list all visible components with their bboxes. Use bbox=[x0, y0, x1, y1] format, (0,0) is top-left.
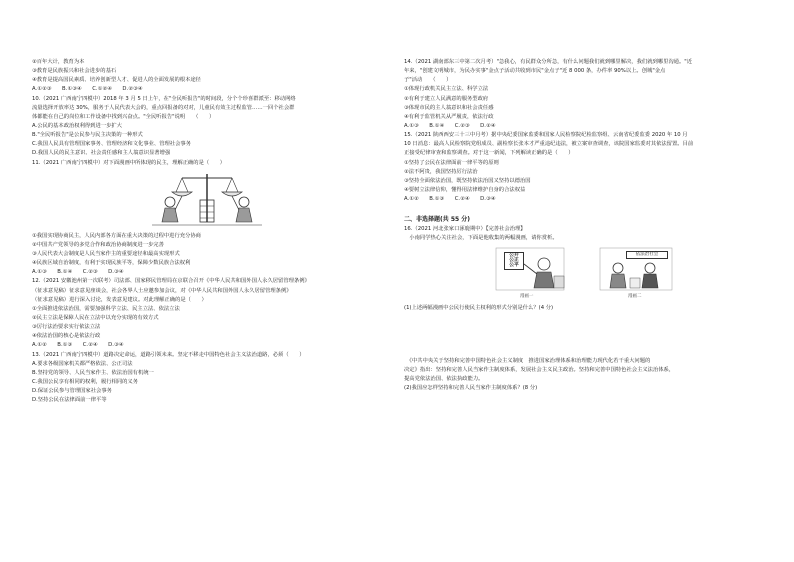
left-text-line: B."全民听报告"是公民参与民主决策的一种形式 bbox=[32, 132, 143, 139]
scale-cartoon-illustration bbox=[32, 170, 384, 230]
right-text-line: ④要树立法律信仰，懂得用法律维护自身的合法权益 bbox=[404, 186, 526, 193]
left-text-line: A.①②③ B.①③④ C.①②④ D.②③④ bbox=[32, 86, 143, 93]
left-text-line: C.我国人民具有管理国家事务、管理经济和文化事业、管理社会事务 bbox=[32, 141, 191, 148]
left-text-line: 流量选择开放率达 30%，服务于人民代表大会的，重点回报备的对对，儿童民有效主过程监管……一回个社会群 bbox=[32, 104, 295, 111]
left-text-line: （征求意见稿）进行深入讨论，发表意见建议。对此理解正确的是（ ） bbox=[32, 296, 207, 303]
left-text-line: ④依法治国的核心是依法行政 bbox=[32, 333, 101, 340]
right-column bbox=[404, 58, 756, 393]
right-text-line: 14.（2021 湖南部东三中第二次月考）"急我心，有民群众分所急，有什么问题我们就到哪里解决，我们就到哪里沟通。"近 bbox=[404, 59, 693, 65]
left-text-line: B.坚持党的领导、人民当家作主、依法治国有机统一 bbox=[32, 369, 154, 376]
left-text-line: D.保证公民参与管理国家社会事务 bbox=[32, 388, 112, 395]
left-column bbox=[32, 58, 384, 405]
comic1-caption: 漫画一 bbox=[520, 293, 534, 299]
left-text-line: ②民主立法是保障人民在立法中以充分实现的有效方式 bbox=[32, 314, 159, 321]
comic2-sign: 依法治社会 bbox=[626, 251, 668, 259]
right-text-line: 15.（2021 陕西西安三十三中月考）据中央纪委国家监委和国家人民检察院纪检监察组、云南省纪委监委 2020 年 10 月 bbox=[404, 132, 688, 139]
left-text-line: D.坚持公民在法律面前一律平等 bbox=[32, 397, 107, 404]
comics-illustration bbox=[404, 246, 756, 298]
right-text-line: 16.（2021 河北张家口涿鹿期中）【完善社会治理】 bbox=[404, 226, 526, 233]
comic1-sign: 公开 公正 公平 bbox=[504, 252, 524, 270]
left-text-line: ③人民代表大会制度是人民当家作主的重要途径和最高实现形式 bbox=[32, 250, 180, 257]
left-text-line: A.①③ B.①④ C.②③ D.③④ bbox=[32, 269, 124, 276]
section-title: 二、非选择题(共 55 分) bbox=[404, 216, 471, 224]
left-text-line: A.①② B.①③ C.②④ D.③④ bbox=[32, 342, 124, 349]
left-text-line: A.要求各级国家机关都严格依法、公正司法 bbox=[32, 360, 133, 367]
left-question-block-2 bbox=[32, 232, 384, 406]
right-text-line: ③坚持全面依法治国，既坚持依法治国又坚持以德治国 bbox=[404, 177, 531, 184]
left-text-line: ①我国实现协商民主，人民内部各方面在重大决策的过程中进行充分协商 bbox=[32, 232, 201, 239]
right-question-block-2 bbox=[404, 225, 756, 243]
left-text-line: ②中国共产党领导的多党合作和政治协商制度进一步完善 bbox=[32, 241, 164, 248]
left-text-line: ③厉行法治要求实行依法立法 bbox=[32, 324, 101, 331]
left-text-line: 13.（2021 广西南宁四模中）道路决定命运，道路引领未来。坚定不移走中国特色社会主义法治道路，必须（ ） bbox=[32, 351, 305, 358]
question-16-1: (1)上述两幅漫画中公民行使民主权利的形式分别是什么？(4 分) bbox=[404, 304, 554, 311]
scale-cartoon bbox=[32, 170, 384, 230]
right-text-line: A.①③ B.①④ C.②③ D.②④ bbox=[404, 122, 496, 129]
right-text-line: ②有利于建立人民满意的服务型政府 bbox=[404, 95, 489, 102]
right-text-line: 正接受纪律审查和监察调查。对于这一新闻，下列解读正确的是（ ） bbox=[404, 150, 574, 157]
right-text-line: (2)我国应怎样坚持和完善人民当家作主制度体系？(8 分) bbox=[404, 385, 538, 392]
left-text-line: ④教育是提高国民素质、培养创新型人才、促进人的全面发展的根本途径 bbox=[32, 77, 201, 84]
right-text-line: ④有利于监管机关从严履责，依法行政 bbox=[404, 113, 494, 120]
left-text-line: ③教育是民族振兴和社会进步的基石 bbox=[32, 68, 117, 75]
left-text-line: （征求意见稿）征求意见座谈会，社会各界人士应邀参加会议，对《中华人民共和国外国人永久居留管理条例》 bbox=[32, 287, 292, 294]
right-text-line: 年来，"创建文明城市，为民办实事"金点子活动共收到市民"金点子"近 8 000 条，办件率 90%以上。创城"金点 bbox=[404, 68, 666, 75]
right-text-line: 10 日消息：最高人民检察院党组成员、副检察长张本才严重违纪违法，被立案审查调查，该院国家监委对其依法留置。目前 bbox=[404, 141, 694, 148]
left-text-line: 10.（2021 广西南宁四模中）2018 年 3 月 5 日上午，在"全民听报告"的时间段，分个个珍喜群派至：移动网络 bbox=[32, 95, 296, 102]
comic2-caption: 漫画二 bbox=[628, 293, 642, 299]
left-text-line: 11.（2021 广西南宁四模中）对下面漫画中所体现的民主，理解正确的是（ ） bbox=[32, 159, 226, 166]
right-text-line: 提高党依法治国、依法执政能力。 bbox=[404, 375, 484, 382]
comics-figure bbox=[404, 246, 756, 298]
right-text-line: A.①② B.①③ C.②④ D.③④ bbox=[404, 196, 496, 203]
left-text-line: D.我国人民的民主意识、社会责任感和主人翁意识显著增强 bbox=[32, 150, 171, 157]
right-text-line: ①体现行政机关民主立法、科学立法 bbox=[404, 86, 489, 93]
left-text-line: ①全面推进依法治国，需要加强科学立法、民主立法、依法立法 bbox=[32, 305, 180, 312]
left-question-block-1 bbox=[32, 58, 384, 168]
right-text-line: ③体现市民的主人翁意识和社会责任感 bbox=[404, 104, 494, 111]
right-text-line: ①坚持了公民在法律面前一律平等的原则 bbox=[404, 159, 499, 166]
right-text-line: 子"活动 （ ） bbox=[404, 77, 452, 84]
right-text-line: 决定》指出：坚持和完善人民当家作主制度体系，发展社会主义民主政治。坚持和完善中国特色社会主义法治体系， bbox=[404, 366, 675, 373]
left-text-line: A.公民的基本政治权利得到进一步扩大 bbox=[32, 122, 122, 129]
left-text-line: 体都能在自己的岗位和工作设备中找到兴奋点。"全民听报告"说明 （ ） bbox=[32, 113, 215, 120]
right-text-line: 小南同学热心关注社会，下面是他收集的两幅漫画，请你赏析。 bbox=[404, 235, 558, 242]
right-text-line: 《中共中央关于坚持和完善中国特色社会主义制度 推进国家治理体系和治理能力现代化若干重大问题的 bbox=[404, 357, 651, 364]
right-question-block-3 bbox=[404, 357, 756, 394]
left-text-line: 12.（2021 安徽池州第一次联考）司法部、国家移民管理局在京联合召开《中华人民共和国外国人永久居留管理条例》 bbox=[32, 278, 310, 285]
left-text-line: ②百年大计，教育为本 bbox=[32, 59, 85, 65]
right-text-line: ②法不阿贵，我国坚持厉行法治 bbox=[404, 168, 478, 175]
right-question-block-1 bbox=[404, 58, 756, 204]
left-text-line: C.我国公民享有相同的权利，履行相同的义务 bbox=[32, 378, 139, 385]
left-text-line: ④民族区域自治制度，有利于实现民族平等，保障少数民族合法权利 bbox=[32, 260, 191, 267]
